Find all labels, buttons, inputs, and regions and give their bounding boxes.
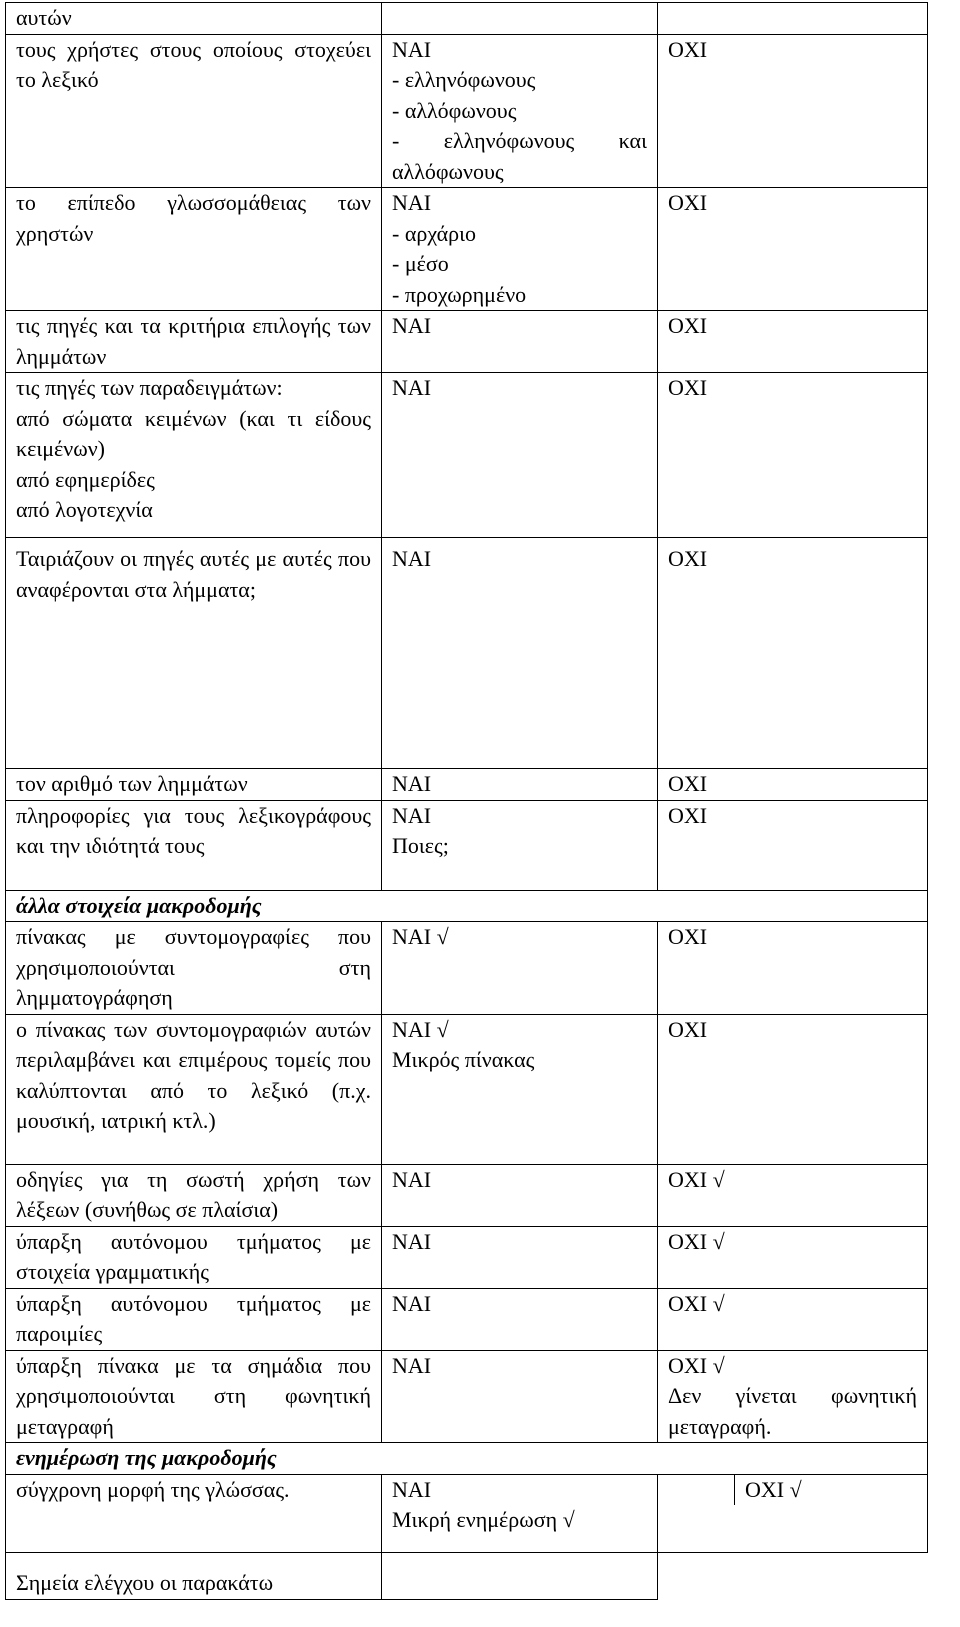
table-row [6, 1474, 928, 1552]
no-cell [658, 1552, 928, 1599]
criterion-cell: πίνακας με συντομογραφίες που χρησιμοποιούνται στη λημματογράφηση [6, 922, 382, 1015]
yes-cell [382, 34, 658, 188]
criterion-cell: οδηγίες για τη σωστή χρήση των λέξεων (συνήθως σε πλαίσια) [6, 1164, 382, 1226]
yes-cell [382, 311, 658, 373]
criterion-cell: το επίπεδο γλωσσομάθειας των χρηστών [6, 188, 382, 311]
yes-cell [382, 373, 658, 538]
table-row [6, 188, 928, 311]
no-label: ΟΧΙ √ [668, 1352, 725, 1378]
yes-label: ΝΑΙ [392, 1476, 432, 1502]
option-text: Μικρός πίνακας [392, 1047, 535, 1072]
no-cell [658, 34, 928, 188]
no-cell [658, 311, 928, 373]
option-text: - αλλόφωνους [392, 97, 517, 123]
no-label: ΟΧΙ √ [745, 1476, 802, 1502]
table-row [6, 922, 928, 1015]
no-label: ΟΧΙ [668, 313, 708, 338]
yes-label: ΝΑΙ [392, 1352, 432, 1378]
no-cell [658, 1474, 928, 1552]
no-cell [658, 538, 928, 769]
no-label: ΟΧΙ [668, 190, 708, 215]
empty-subcell [658, 1475, 735, 1506]
no-cell [658, 1350, 928, 1443]
no-cell [658, 769, 928, 801]
yes-cell [382, 1552, 658, 1599]
no-cell [658, 188, 928, 311]
yes-label: ΝΑΙ √ [392, 924, 449, 949]
yes-label: ΝΑΙ [392, 36, 432, 62]
no-label: ΟΧΙ [668, 1016, 708, 1042]
criterion-cell: ύπαρξη αυτόνομου τμήματος με παροιμίες [6, 1288, 382, 1350]
yes-label: ΝΑΙ [392, 546, 432, 571]
table-row [6, 311, 928, 373]
table-row [6, 538, 928, 769]
no-label: ΟΧΙ √ [668, 1166, 725, 1192]
no-cell [658, 800, 928, 890]
criterion-cell: Σημεία ελέγχου οι παρακάτω [6, 1552, 382, 1599]
no-label: ΟΧΙ [668, 546, 708, 571]
option-text: Μικρή ενημέρωση √ [392, 1507, 575, 1532]
section-heading-row [6, 1443, 928, 1475]
option-text: - ελληνόφωνους [392, 67, 536, 92]
criterion-cell: Ταιριάζουν οι πηγές αυτές με αυτές που αναφέρονται στα λήμματα; [6, 538, 382, 769]
note-text: Δεν γίνεται φωνητική μεταγραφή. [668, 1383, 923, 1439]
yes-label: ΝΑΙ √ [392, 1016, 449, 1042]
no-subcell [735, 1475, 927, 1506]
no-cell [658, 3, 928, 35]
table-row [6, 1164, 928, 1226]
yes-cell [382, 922, 658, 1015]
no-label: ΟΧΙ [668, 771, 708, 796]
criterion-line: τις πηγές των παραδειγμάτων: [16, 375, 283, 400]
criterion-line: από σώματα κειμένων (και τι είδους κειμένων) [16, 405, 377, 461]
yes-cell [382, 538, 658, 769]
criterion-line: από εφημερίδες [16, 466, 155, 492]
criterion-cell [6, 373, 382, 538]
yes-cell [382, 3, 658, 35]
no-cell [658, 922, 928, 1015]
criterion-cell: ύπαρξη πίνακα με τα σημάδια που χρησιμοποιούνται στη φωνητική μεταγραφή [6, 1350, 382, 1443]
criterion-cell: τις πηγές και τα κριτήρια επιλογής των λημμάτων [6, 311, 382, 373]
table-row [6, 34, 928, 188]
yes-label: ΝΑΙ [392, 1228, 432, 1254]
table-row [6, 769, 928, 801]
no-label: ΟΧΙ [668, 924, 708, 949]
criterion-cell: τον αριθμό των λημμάτων [6, 769, 382, 801]
no-label: ΟΧΙ [668, 36, 708, 62]
yes-label: ΝΑΙ [392, 190, 432, 215]
no-label: ΟΧΙ √ [668, 1290, 725, 1316]
no-cell [658, 1014, 928, 1164]
criterion-cell: τους χρήστες στους οποίους στοχεύει το λεξικό [6, 34, 382, 188]
yes-label: ΝΑΙ [392, 313, 432, 338]
criterion-line: από λογοτεχνία [16, 497, 153, 522]
table-row [6, 1350, 928, 1443]
criterion-cell: ο πίνακας των συντομογραφιών αυτών περιλαμβάνει και επιμέρους τομείς που καλύπτονται από το λεξικό (π.χ. μουσική, ιατρική κτλ.) [6, 1014, 382, 1164]
option-text: - ελληνόφωνους και αλλόφωνους [392, 128, 653, 184]
table-row [6, 1552, 928, 1599]
option-text: - αρχάριο [392, 220, 477, 246]
option-text: - προχωρημένο [392, 281, 527, 307]
split-cell [658, 1475, 927, 1506]
no-cell [658, 1226, 928, 1288]
table-row [6, 373, 928, 538]
yes-cell [382, 1226, 658, 1288]
table-row [6, 3, 928, 35]
no-label: ΟΧΙ [668, 802, 708, 828]
yes-cell [382, 800, 658, 890]
table-row [6, 1014, 928, 1164]
table-row [6, 800, 928, 890]
no-cell [658, 373, 928, 538]
option-text: - μέσο [392, 251, 449, 276]
yes-cell [382, 1350, 658, 1443]
criterion-cell: σύγχρονη μορφή της γλώσσας. [6, 1474, 382, 1552]
section-heading: άλλα στοιχεία μακροδομής [6, 890, 928, 922]
yes-label: ΝΑΙ [392, 771, 432, 796]
yes-label: ΝΑΙ [392, 1166, 432, 1192]
yes-cell [382, 1474, 658, 1552]
criterion-cell: αυτών [6, 3, 382, 35]
yes-cell [382, 1164, 658, 1226]
yes-cell [382, 769, 658, 801]
no-label: ΟΧΙ [668, 375, 708, 400]
yes-label: ΝΑΙ [392, 375, 432, 400]
section-heading-row [6, 890, 928, 922]
criterion-cell: ύπαρξη αυτόνομου τμήματος με στοιχεία γραμματικής [6, 1226, 382, 1288]
no-label: ΟΧΙ √ [668, 1228, 725, 1254]
no-cell [658, 1288, 928, 1350]
no-cell [658, 1164, 928, 1226]
section-heading: ενημέρωση της μακροδομής [6, 1443, 928, 1475]
yes-cell [382, 188, 658, 311]
table-row [6, 1288, 928, 1350]
yes-label: ΝΑΙ [392, 1290, 432, 1316]
yes-label: ΝΑΙ [392, 802, 432, 828]
table-row [6, 1226, 928, 1288]
yes-cell [382, 1288, 658, 1350]
criterion-cell: πληροφορίες για τους λεξικογράφους και την ιδιότητά τους [6, 800, 382, 890]
yes-cell [382, 1014, 658, 1164]
option-text: Ποιες; [392, 833, 449, 858]
evaluation-table [5, 2, 928, 1600]
